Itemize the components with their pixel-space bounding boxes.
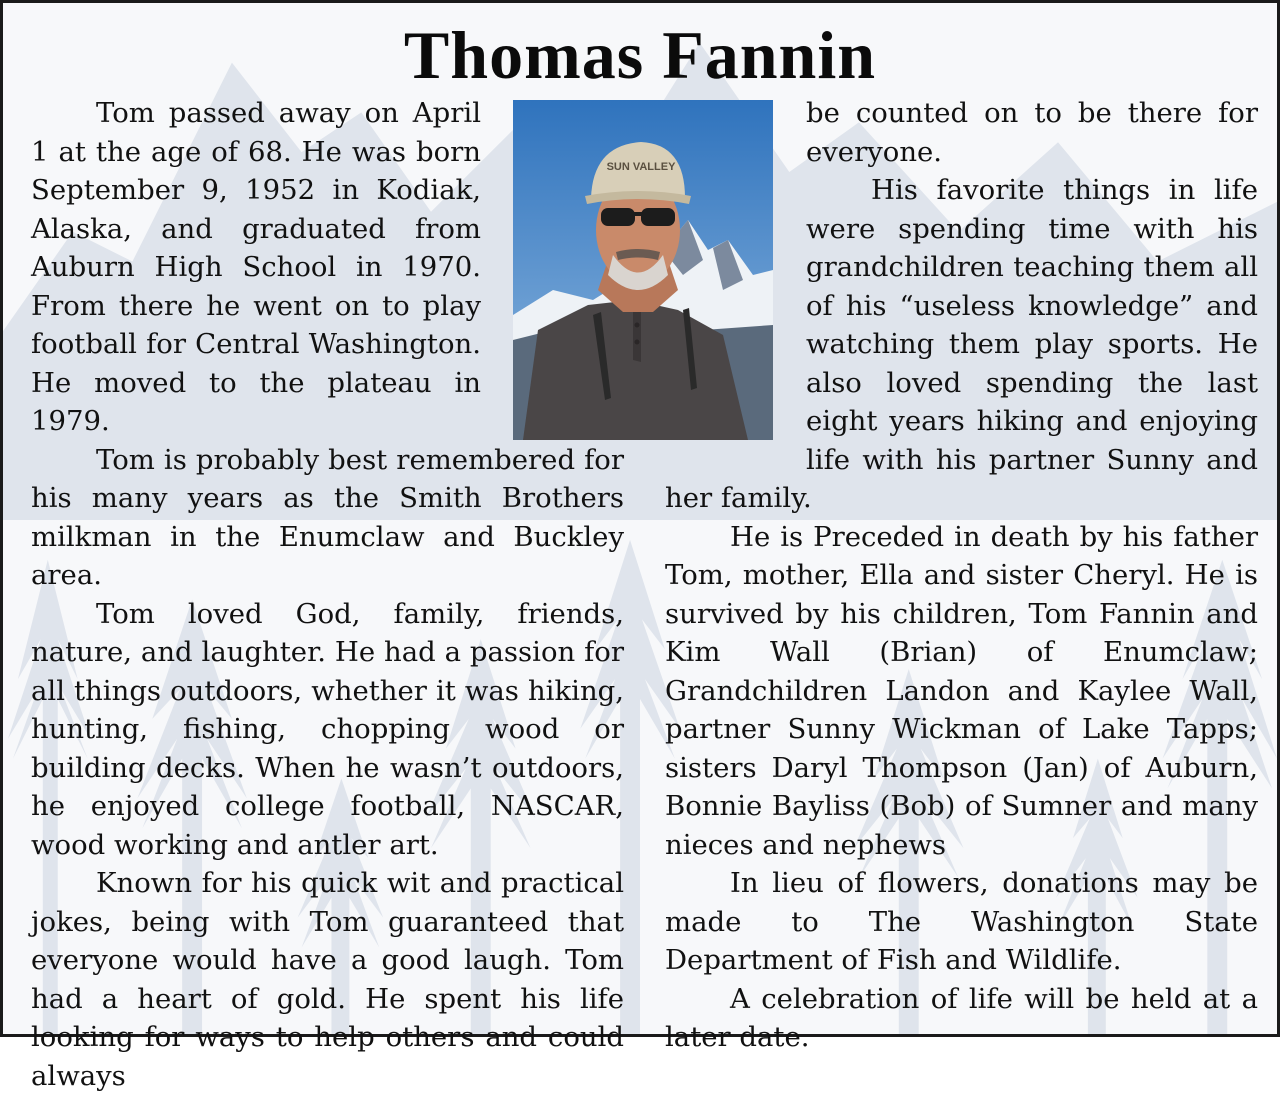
paragraph-loves: Tom loved God, family, friends, nature, and laughter. He had a passion for all things outdoors, whether it was hiking, hunting, fishing, chopping wood or building decks. When he wasn’t outdoors, he enjoyed college football, NASCAR, wood working and antler art. [31, 597, 624, 861]
cap-logo-text: SUN VALLEY [606, 161, 676, 173]
portrait-photo [513, 100, 773, 440]
portrait-photo-icon [513, 100, 773, 440]
paragraph-favorites: His favorite things in life were spending time with his grandchildren teaching them all of his “useless knowledge” and watching them play sports. He also loved spending the last eight years hiking and enjoying life with his partner Sunny and her family. [665, 174, 1258, 514]
paragraph-wit: Known for his quick wit and practical jokes, being with Tom guaranteed that everyone would have a good laugh. Tom had a heart of gold. He spent his life looking for ways to help others and could always [31, 867, 624, 1092]
obituary-title: Thomas Fannin [403, 17, 877, 93]
paragraph-donations: In lieu of flowers, donations may be made to The Washington State Department of Fish and Wildlife. [665, 867, 1258, 976]
paragraph-survivors: He is Preceded in death by his father Tom, mother, Ella and sister Cheryl. He is survived by his children, Tom Fannin and Kim Wall (Brian) of Enumclaw; Grandchildren Landon and Kaylee Wall, partner Sunny Wickman of Lake Tapps; sisters Daryl Thompson (Jan) of Auburn, Bonnie Bayliss (Bob) of Sumner and many nieces and nephews [665, 520, 1258, 861]
paragraph-counted-on: be counted on to be there for everyone. [806, 97, 1258, 168]
paragraph-celebration: A celebration of life will be held at a later date. [665, 982, 1258, 1053]
paragraph-milkman: Tom is probably best remembered for his many years as the Smith Brothers milkman in the Enumclaw and Buckley area. [31, 443, 624, 591]
paragraph-passing: Tom passed away on April 1 at the age of 68. He was born September 9, 1952 in Kodiak, Alaska, and graduated from Auburn High School in 1970. From there he went on to play football for Central Washington. He moved to the plateau in 1979. [31, 97, 481, 437]
